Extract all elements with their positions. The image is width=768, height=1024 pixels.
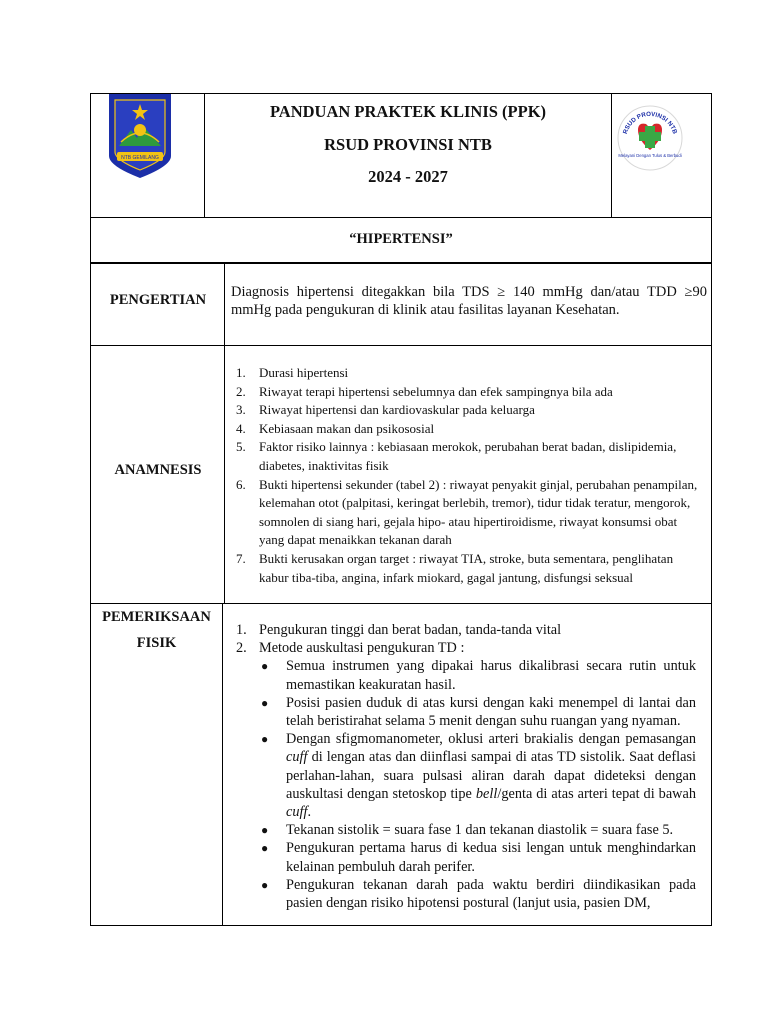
list-item-number: 1.: [236, 622, 247, 638]
list-item-text: Kebiasaan makan dan psikososial: [259, 420, 435, 436]
list-item-number: 2.: [236, 383, 246, 399]
anamnesis-label: ANAMNESIS: [114, 462, 202, 478]
hospital-logo-motto: Melayani Dengan Tulus & Berbudi: [618, 153, 682, 158]
anamnesis-list: [236, 364, 704, 587]
bullet-item: [236, 821, 696, 839]
pemeriksaan-fisik-content: [236, 621, 696, 912]
bullet-text: di lengan atas dan diinflasi sampai di atas TD sistolik. Saat deflasi perlahan-lahan, suara pulsasi aliran darah dapat dideteksi dengan auskultasi dengan stetoskop tipe: [286, 749, 697, 802]
hospital-logo-arc-text: RSUD PROVINSI NTB: [621, 110, 679, 135]
list-item: [236, 438, 704, 475]
bullet-text: Pengukuran pertama harus di kedua sisi lengan untuk menghindarkan kelainan pembuluh darah perifer.: [286, 840, 696, 875]
bullet-text: Semua instrumen yang dipakai harus dikalibrasi secara rutin untuk memastikan keakuratan hasil.: [286, 658, 696, 693]
list-item-number: 4.: [236, 420, 246, 436]
topic-title: “HIPERTENSI”: [349, 231, 453, 247]
bullet-item: [236, 876, 696, 912]
row-rule-pengertian: [90, 345, 712, 346]
bullet-icon: ●: [261, 823, 269, 838]
list-item-text: Durasi hipertensi: [259, 365, 349, 380]
bullet-icon: ●: [261, 732, 269, 747]
table-border-bottom: [90, 925, 712, 926]
list-item-text: Riwayat terapi hipertensi sebelumnya dan efek sampingnya bila ada: [259, 383, 613, 399]
bullet-icon: ●: [261, 659, 269, 674]
bullet-item: [236, 839, 696, 875]
bullet-item: [236, 730, 696, 821]
bullet-text: Pengukuran tekanan darah pada waktu berdiri diindikasikan pada pasien dengan risiko hipotensi postural (lanjut usia, pasien DM,: [286, 876, 696, 912]
label-column-divider-lower: [222, 603, 223, 926]
bullet-text: /genta di atas arteri tepat di bawah: [497, 785, 696, 802]
bullet-term-cuff: cuff: [286, 749, 308, 766]
list-item: [236, 420, 704, 439]
list-item: [236, 401, 704, 420]
pemeriksaan-label-line1: PEMERIKSAAN: [102, 609, 211, 625]
pemeriksaan-fisik-label: [91, 604, 222, 656]
list-item: [236, 550, 704, 587]
list-item-number: 7.: [236, 550, 246, 566]
list-item: [236, 364, 704, 383]
list-item-text: Bukti hipertensi sekunder (tabel 2) : riwayat penyakit ginjal, perubahan penampilan, kelemahan otot (palpitasi, keringat berlebih, tremor), tidur tidak teratur, mengorok, somnolen di siang hari, gejala hipo- atau hipertiroidisme, riwayat konsumsi obat yang dapat menaikkan tekanan darah: [259, 476, 698, 548]
bullet-text: .: [307, 804, 312, 821]
list-item-number: 2.: [236, 640, 247, 657]
bullet-icon: ●: [261, 841, 269, 856]
table-border-top: [90, 93, 712, 94]
bullet-icon: ●: [261, 877, 269, 892]
list-item-text: Riwayat hipertensi dan kardiovaskular pada keluarga: [259, 402, 535, 418]
hospital-name: RSUD PROVINSI NTB: [324, 135, 492, 154]
bullet-text: Dengan sfigmomanometer, oklusi arteri brakialis dengan pemasangan: [286, 731, 696, 748]
ntb-provincial-emblem: [107, 94, 173, 178]
list-item-text: Metode auskultasi pengukuran TD :: [259, 640, 465, 657]
rsud-ntb-hospital-logo: [616, 100, 684, 176]
list-item-number: 3.: [236, 402, 246, 418]
pengertian-label: PENGERTIAN: [109, 292, 207, 308]
document-period: 2024 - 2027: [368, 167, 448, 186]
list-item: [236, 476, 704, 550]
topic-bottom-rule: [90, 262, 712, 264]
list-item: [236, 639, 696, 657]
list-item-number: 5.: [236, 439, 246, 455]
list-item-text: Faktor risiko lainnya : kebiasaan merokok, perubahan berat badan, dislipidemia, diabetes, inaktivitas fisik: [259, 439, 677, 473]
bullet-text: Posisi pasien duduk di atas kursi dengan kaki menempel di lantai dan telah beristirahat selama 5 menit dengan suhu ruangan yang nyaman.: [286, 694, 696, 730]
list-item-number: 6.: [236, 476, 246, 492]
pengertian-text: Diagnosis hipertensi ditegakkan bila TDS ≥ 140 mmHg dan/atau TDD ≥90 mmHg pada pengukuran di klinik atau fasilitas layanan Kesehatan.: [231, 284, 707, 318]
bullet-term-bell: bell: [475, 785, 498, 802]
list-item-text: Bukti kerusakan organ target : riwayat TIA, stroke, buta sementara, penglihatan kabur tiba-tiba, angina, infark miokard, gagal jantung, disfungsi seksual: [259, 550, 674, 585]
bullet-item: [236, 657, 696, 693]
pemeriksaan-label-line2: FISIK: [136, 635, 177, 651]
list-item-number: 1.: [236, 365, 246, 380]
label-column-divider: [224, 263, 225, 603]
bullet-item: [236, 694, 696, 730]
list-item-text: Pengukuran tinggi dan berat badan, tanda-tanda vital: [259, 622, 562, 638]
bullet-icon: ●: [261, 695, 269, 710]
bullet-term-cuff: cuff: [286, 804, 308, 821]
header-bottom-rule: [90, 217, 712, 218]
list-item: [236, 621, 696, 639]
emblem-ribbon-text: NTB GEMILANG: [121, 155, 159, 161]
bullet-text: Tekanan sistolik = suara fase 1 dan tekanan diastolik = suara fase 5.: [286, 822, 674, 839]
document-title: PANDUAN PRAKTEK KLINIS (PPK): [269, 102, 547, 121]
list-item: [236, 383, 704, 402]
